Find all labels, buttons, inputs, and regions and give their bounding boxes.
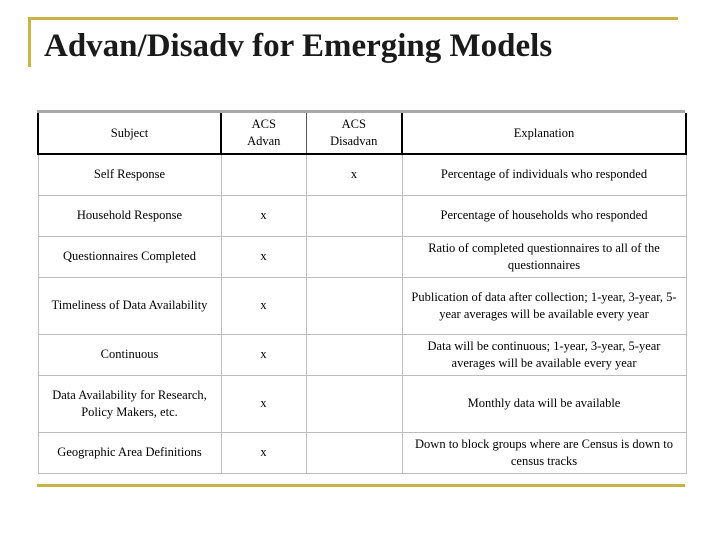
table-row <box>38 277 686 334</box>
cell-subject: Household Response <box>38 195 221 236</box>
cell-acs-disadvan <box>306 236 402 277</box>
cell-acs-advan: x <box>221 277 306 334</box>
cell-explanation: Percentage of households who responded <box>402 195 686 236</box>
cell-acs-disadvan <box>306 432 402 473</box>
comparison-table-container <box>37 113 685 474</box>
header-subject: Subject <box>38 113 221 154</box>
cell-acs-disadvan <box>306 334 402 375</box>
table-row <box>38 334 686 375</box>
cell-explanation: Monthly data will be available <box>402 375 686 432</box>
cell-acs-advan: x <box>221 334 306 375</box>
cell-acs-disadvan: x <box>306 154 402 195</box>
cell-subject: Self Response <box>38 154 221 195</box>
cell-acs-advan: x <box>221 432 306 473</box>
slide-title: Advan/Disadv for Emerging Models <box>44 28 553 64</box>
cell-explanation: Down to block groups where are Census is down to census tracks <box>402 432 686 473</box>
cell-subject: Continuous <box>38 334 221 375</box>
header-acs-advan: ACS Advan <box>221 113 306 154</box>
cell-acs-disadvan <box>306 195 402 236</box>
table-row <box>38 236 686 277</box>
cell-acs-advan: x <box>221 236 306 277</box>
cell-explanation: Data will be continuous; 1-year, 3-year, 5-year averages will be available every year <box>402 334 686 375</box>
cell-explanation: Publication of data after collection; 1-year, 3-year, 5-year averages will be available every year <box>402 277 686 334</box>
header-explanation: Explanation <box>402 113 686 154</box>
table-row <box>38 432 686 473</box>
cell-subject: Data Availability for Research, Policy Makers, etc. <box>38 375 221 432</box>
table-row <box>38 195 686 236</box>
cell-acs-disadvan <box>306 375 402 432</box>
comparison-table <box>37 113 687 474</box>
table-row <box>38 154 686 195</box>
cell-explanation: Ratio of completed questionnaires to all of the questionnaires <box>402 236 686 277</box>
header-acs-disadvan: ACS Disadvan <box>306 113 402 154</box>
table-bottom-rule <box>37 484 685 487</box>
cell-acs-disadvan <box>306 277 402 334</box>
cell-acs-advan: x <box>221 195 306 236</box>
cell-acs-advan: x <box>221 375 306 432</box>
cell-subject: Timeliness of Data Availability <box>38 277 221 334</box>
title-accent-bar-left <box>28 17 31 67</box>
cell-subject: Questionnaires Completed <box>38 236 221 277</box>
cell-subject: Geographic Area Definitions <box>38 432 221 473</box>
table-row <box>38 375 686 432</box>
cell-explanation: Percentage of individuals who responded <box>402 154 686 195</box>
title-accent-bar-top <box>28 17 678 20</box>
cell-acs-advan <box>221 154 306 195</box>
table-header-row <box>38 113 686 154</box>
